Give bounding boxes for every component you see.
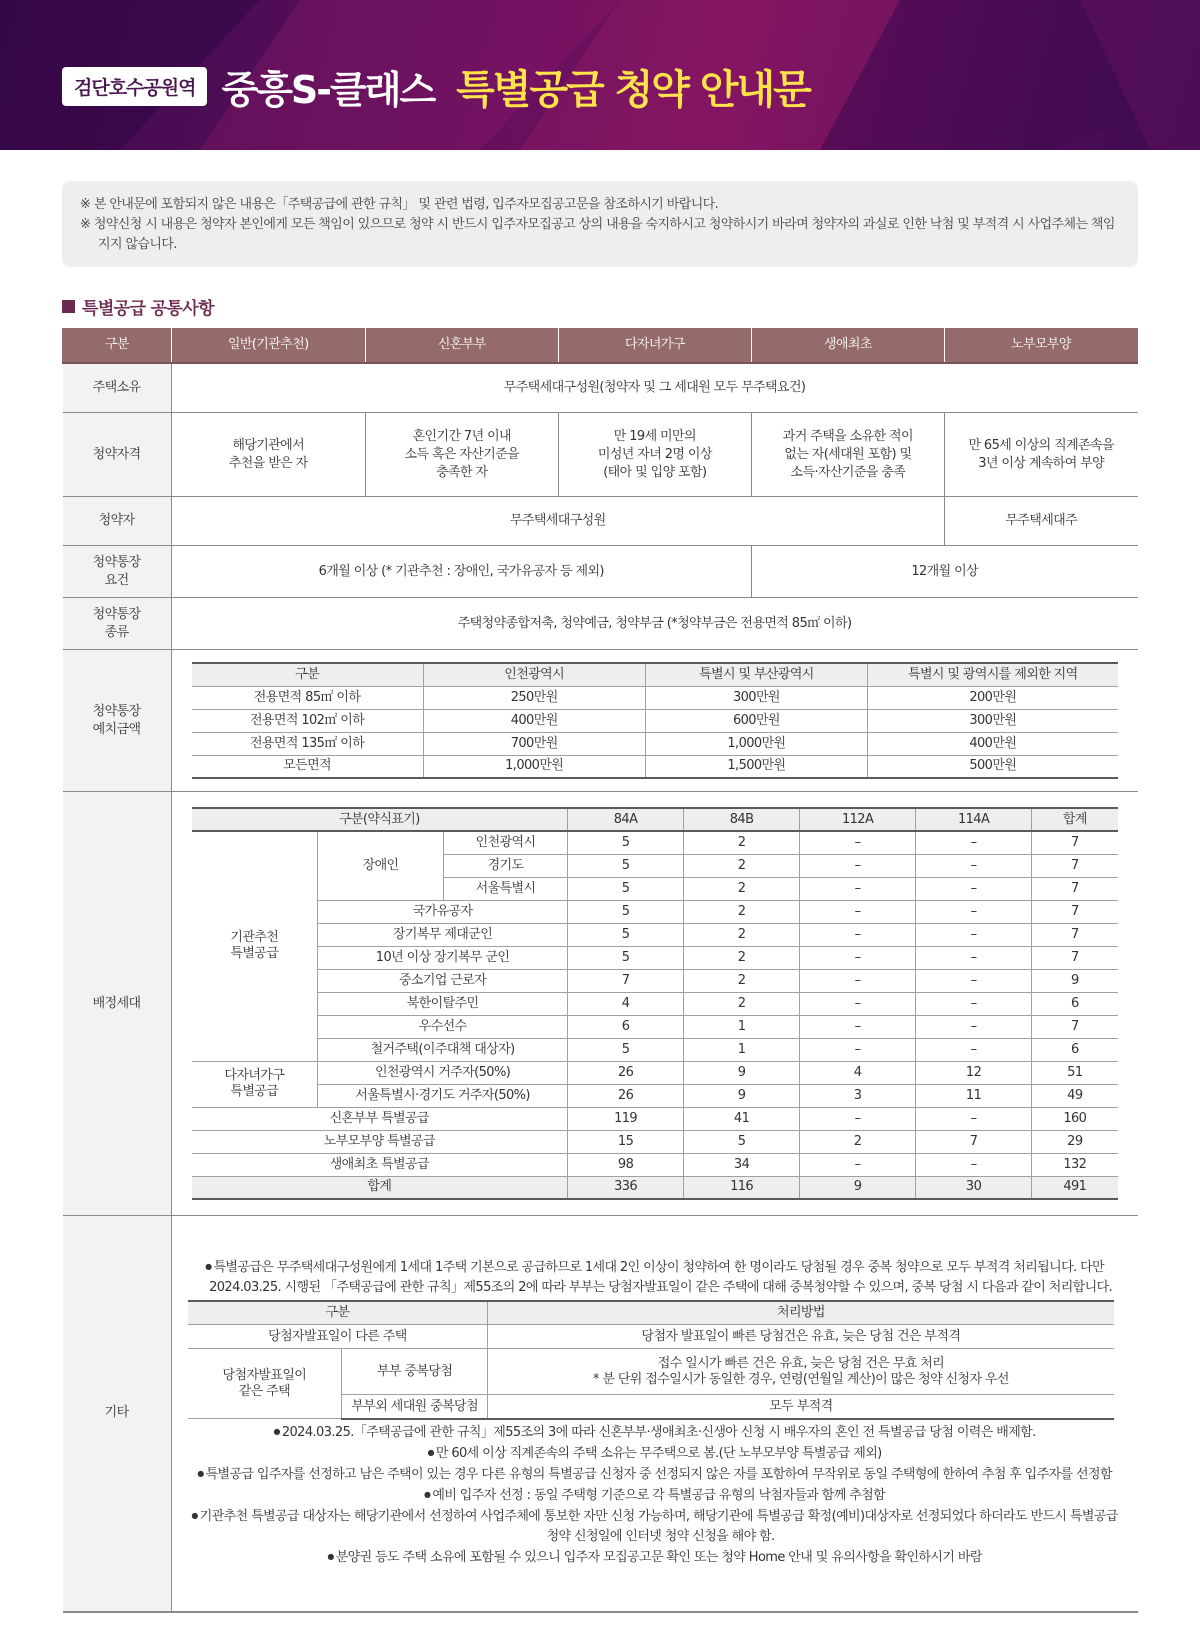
table-row bbox=[192, 969, 1118, 992]
cell: 98 bbox=[568, 1153, 684, 1176]
header-cell: 84B bbox=[684, 808, 800, 831]
cell: 5 bbox=[568, 900, 684, 923]
table-row bbox=[63, 413, 1138, 497]
cell: 7 bbox=[1032, 854, 1118, 877]
cell: 과거 주택을 소유한 적이 없는 자(세대원 포함) 및 소득·자산기준을 충족 bbox=[751, 413, 944, 497]
cell: 만 65세 이상의 직계존속을 3년 이상 계속하여 부양 bbox=[944, 413, 1137, 497]
cell: 무주택세대구성원(청약자 및 그 세대원 모두 무주택요건) bbox=[171, 363, 1137, 413]
cell: 2 bbox=[800, 1130, 916, 1153]
cell: 132 bbox=[1032, 1153, 1118, 1176]
cell: 노부모부양 특별공급 bbox=[192, 1130, 568, 1153]
cell: 당첨자 발표일이 빠른 당첨건은 유효, 늦은 당첨 건은 부적격 bbox=[488, 1325, 1114, 1349]
cell: – bbox=[916, 1015, 1032, 1038]
bullet-item: ● 특별공급 입주자를 선정하고 남은 주택이 있는 경우 다른 유형의 특별공급 신청자 중 선정되지 않은 자를 포함하여 무작위로 동일 주택형에 한하여 추첨 후 입주자를 선정함 bbox=[188, 1464, 1122, 1485]
cell: 무주택세대주 bbox=[944, 497, 1137, 546]
cell: 336 bbox=[568, 1176, 684, 1199]
cell: 경기도 bbox=[444, 854, 568, 877]
header-cell: 일반(기관추천) bbox=[171, 329, 365, 363]
page-title: 특별공급 청약 안내문 bbox=[456, 66, 810, 113]
allocation-header-row bbox=[192, 808, 1118, 831]
notice-line: ※ 청약신청 시 내용은 청약자 본인에게 모든 책임이 있으므로 청약 시 반드시 입주자모집공고 상의 내용을 숙지하시고 청약하시기 바라며 청약자의 과실로 인한 낙첨 및 부적격 시 사업주체는 책임지지 않습니다. bbox=[80, 217, 1115, 252]
table-row bbox=[192, 1038, 1118, 1061]
cell: 5 bbox=[568, 1038, 684, 1061]
table-row bbox=[192, 1130, 1118, 1153]
table-row bbox=[63, 546, 1138, 598]
etc-cell bbox=[171, 1216, 1137, 1612]
cell: – bbox=[916, 1153, 1032, 1176]
cell: 인천광역시 bbox=[444, 831, 568, 854]
cell: 200만원 bbox=[868, 686, 1118, 709]
table-row bbox=[192, 686, 1118, 709]
cell: 7 bbox=[1032, 831, 1118, 854]
cell: 1 bbox=[684, 1015, 800, 1038]
cell: 11 bbox=[916, 1084, 1032, 1107]
cell: 12 bbox=[916, 1061, 1032, 1084]
cell: – bbox=[916, 946, 1032, 969]
cell: 신혼부부 특별공급 bbox=[192, 1107, 568, 1130]
dup-header-row bbox=[188, 1301, 1114, 1325]
row-label: 청약자격 bbox=[63, 413, 172, 497]
cell: 생애최초 특별공급 bbox=[192, 1153, 568, 1176]
allocation-cell bbox=[171, 792, 1137, 1216]
cell: 49 bbox=[1032, 1084, 1118, 1107]
cell: – bbox=[800, 831, 916, 854]
cell: – bbox=[916, 877, 1032, 900]
table-row bbox=[192, 1061, 1118, 1084]
cell: 1,500만원 bbox=[645, 755, 867, 778]
cell: 2 bbox=[684, 877, 800, 900]
cell: 29 bbox=[1032, 1130, 1118, 1153]
cell: 9 bbox=[800, 1176, 916, 1199]
cell: 160 bbox=[1032, 1107, 1118, 1130]
cell: 12개월 이상 bbox=[751, 546, 1137, 598]
cell: 7 bbox=[1032, 877, 1118, 900]
bullet-item: ● 만 60세 이상 직계존속의 주택 소유는 무주택으로 봄.(단 노부모부양 특별공급 제외) bbox=[188, 1443, 1122, 1464]
cell: 주택청약종합저축, 청약예금, 청약부금 (*청약부금은 전용면적 85㎡ 이하) bbox=[171, 598, 1137, 650]
header-cell: 구분(약식표기) bbox=[192, 808, 568, 831]
common-requirements-table bbox=[62, 328, 1138, 1613]
cell: 400만원 bbox=[868, 732, 1118, 755]
cell: 2 bbox=[684, 969, 800, 992]
cell: 2 bbox=[684, 854, 800, 877]
notice-line: ※ 본 안내문에 포함되지 않은 내용은「주택공급에 관한 규칙」 및 관련 법령, 입주자모집공고문을 참조하시기 바랍니다. bbox=[80, 197, 719, 212]
cell: 250만원 bbox=[423, 686, 645, 709]
cell: – bbox=[800, 900, 916, 923]
cell: 7 bbox=[1032, 900, 1118, 923]
header-banner bbox=[0, 0, 1200, 150]
cell: 2 bbox=[684, 946, 800, 969]
cell: 600만원 bbox=[645, 709, 867, 732]
header-cell: 구분 bbox=[192, 663, 424, 686]
table-row bbox=[192, 992, 1118, 1015]
cell: – bbox=[916, 1038, 1032, 1061]
cell: 서울특별시·경기도 거주자(50%) bbox=[318, 1084, 568, 1107]
cell: 9 bbox=[684, 1084, 800, 1107]
cell: 5 bbox=[568, 946, 684, 969]
cell: 우수선수 bbox=[318, 1015, 568, 1038]
cell: – bbox=[916, 969, 1032, 992]
cell: 1 bbox=[684, 1038, 800, 1061]
notice-box bbox=[62, 181, 1138, 267]
cell: 부부외 세대원 중복당첨 bbox=[342, 1395, 488, 1419]
header-cell: 인천광역시 bbox=[423, 663, 645, 686]
cell: 2 bbox=[684, 831, 800, 854]
cell: – bbox=[916, 831, 1032, 854]
cell: – bbox=[800, 946, 916, 969]
cell: 만 19세 미만의 미성년 자녀 2명 이상 (태아 및 입양 포함) bbox=[558, 413, 751, 497]
header-cell: 노부모부양 bbox=[944, 329, 1137, 363]
cell: 철거주택(이주대책 대상자) bbox=[318, 1038, 568, 1061]
cell: 26 bbox=[568, 1084, 684, 1107]
deposit-table bbox=[192, 662, 1118, 779]
cell: 30 bbox=[916, 1176, 1032, 1199]
cell: 9 bbox=[1032, 969, 1118, 992]
cell: 2 bbox=[684, 900, 800, 923]
cell: 7 bbox=[1032, 946, 1118, 969]
cell: 접수 일시가 빠른 건은 유효, 늦은 당첨 건은 무효 처리 * 분 단위 접수일시가 동일한 경우, 연령(연월일 계산)이 많은 청약 신청자 우선 bbox=[488, 1349, 1114, 1395]
cell: 7 bbox=[568, 969, 684, 992]
cell: 6 bbox=[1032, 1038, 1118, 1061]
deposit-cell bbox=[171, 650, 1137, 792]
cell: 전용면적 85㎡ 이하 bbox=[192, 686, 424, 709]
cell: – bbox=[800, 1107, 916, 1130]
cell: 119 bbox=[568, 1107, 684, 1130]
header-cell: 다자녀가구 bbox=[558, 329, 751, 363]
cell: 7 bbox=[1032, 923, 1118, 946]
cell: 300만원 bbox=[868, 709, 1118, 732]
cell: – bbox=[916, 923, 1032, 946]
cell: – bbox=[800, 923, 916, 946]
cell: 26 bbox=[568, 1061, 684, 1084]
cell: 5 bbox=[568, 923, 684, 946]
cell: 6 bbox=[1032, 992, 1118, 1015]
cell: 전용면적 102㎡ 이하 bbox=[192, 709, 424, 732]
row-label: 청약통장 예치금액 bbox=[63, 650, 172, 792]
table-header-row bbox=[63, 329, 1138, 363]
cell: 6 bbox=[568, 1015, 684, 1038]
cell: 서울특별시 bbox=[444, 877, 568, 900]
cell: 부부 중복당첨 bbox=[342, 1349, 488, 1395]
allocation-table bbox=[192, 807, 1118, 1200]
cell: 4 bbox=[568, 992, 684, 1015]
cell: 2 bbox=[684, 992, 800, 1015]
cell: 9 bbox=[684, 1061, 800, 1084]
cell: 7 bbox=[916, 1130, 1032, 1153]
table-row bbox=[192, 1084, 1118, 1107]
header-cell: 신혼부부 bbox=[365, 329, 558, 363]
row-label: 기타 bbox=[63, 1216, 172, 1612]
row-label: 배정세대 bbox=[63, 792, 172, 1216]
cell: 500만원 bbox=[868, 755, 1118, 778]
table-row bbox=[192, 709, 1118, 732]
cell: 국가유공자 bbox=[318, 900, 568, 923]
header-cell: 84A bbox=[568, 808, 684, 831]
group-label: 기관추천 특별공급 bbox=[192, 831, 318, 1061]
deposit-header-row bbox=[192, 663, 1118, 686]
cell: 491 bbox=[1032, 1176, 1118, 1199]
cell: 34 bbox=[684, 1153, 800, 1176]
cell: 2 bbox=[684, 923, 800, 946]
table-row bbox=[188, 1349, 1114, 1395]
table-row bbox=[63, 598, 1138, 650]
bullet-item: ● 예비 입주자 선정 : 동일 주택형 기준으로 각 특별공급 유형의 낙첨자들과 함께 추첨함 bbox=[188, 1485, 1122, 1506]
cell: 5 bbox=[568, 831, 684, 854]
table-row bbox=[188, 1325, 1114, 1349]
cell: 해당기관에서 추천을 받은 자 bbox=[171, 413, 365, 497]
table-row bbox=[63, 363, 1138, 413]
row-label: 청약통장 종류 bbox=[63, 598, 172, 650]
square-bullet-icon bbox=[62, 300, 75, 313]
row-label: 청약자 bbox=[63, 497, 172, 546]
cell: 5 bbox=[684, 1130, 800, 1153]
bullet-item: ● 2024.03.25.「주택공급에 관한 규칙」제55조의 3에 따라 신혼부부·생애최초·신생아 신청 시 배우자의 혼인 전 특별공급 당첨 이력은 배제함. bbox=[188, 1422, 1122, 1443]
table-row bbox=[63, 497, 1138, 546]
row-label: 청약통장 요건 bbox=[63, 546, 172, 598]
header-cell: 112A bbox=[800, 808, 916, 831]
header-cell: 구분 bbox=[63, 329, 172, 363]
table-row bbox=[63, 792, 1138, 1216]
header-cell: 114A bbox=[916, 808, 1032, 831]
cell: – bbox=[916, 900, 1032, 923]
group-label: 다자녀가구 특별공급 bbox=[192, 1061, 318, 1107]
total-label: 합계 bbox=[192, 1176, 568, 1199]
header-cell: 특별시 및 부산광역시 bbox=[645, 663, 867, 686]
cell: 당첨자발표일이 같은 주택 bbox=[188, 1349, 342, 1419]
cell: 116 bbox=[684, 1176, 800, 1199]
cell: 3 bbox=[800, 1084, 916, 1107]
cell: – bbox=[800, 877, 916, 900]
cell: – bbox=[800, 969, 916, 992]
cell: 모든면적 bbox=[192, 755, 424, 778]
table-row bbox=[192, 831, 1118, 854]
cell: 1,000만원 bbox=[423, 755, 645, 778]
bullet-item: ● 분양권 등도 주택 소유에 포함될 수 있으니 입주자 모집공고문 확인 또는 청약 Home 안내 및 유의사항을 확인하시기 바람 bbox=[188, 1547, 1122, 1568]
group-label: 장애인 bbox=[318, 831, 444, 900]
cell: – bbox=[800, 1015, 916, 1038]
location-badge: 검단호수공원역 bbox=[62, 67, 207, 106]
cell: 장기복무 제대군인 bbox=[318, 923, 568, 946]
header-cell: 구분 bbox=[188, 1301, 488, 1325]
cell: – bbox=[916, 1107, 1032, 1130]
cell: 7 bbox=[1032, 1015, 1118, 1038]
table-row bbox=[192, 1107, 1118, 1130]
cell: 5 bbox=[568, 854, 684, 877]
section-title bbox=[62, 294, 214, 319]
table-row bbox=[63, 1216, 1138, 1612]
cell: – bbox=[916, 854, 1032, 877]
bullet-item: ● 기관추천 특별공급 대상자는 해당기관에서 선정하여 사업주체에 통보한 자만 신청 가능하며, 해당기관에 특별공급 확정(예비)대상자로 선정되었다 하더라도 반드시 특별공급 청약 신청일에 인터넷 청약 신청을 해야 함. bbox=[188, 1506, 1122, 1547]
cell: 무주택세대구성원 bbox=[171, 497, 944, 546]
cell: 5 bbox=[568, 877, 684, 900]
row-label: 주택소유 bbox=[63, 363, 172, 413]
cell: 혼인기간 7년 이내 소득 혹은 자산기준을 충족한 자 bbox=[365, 413, 558, 497]
cell: 400만원 bbox=[423, 709, 645, 732]
cell: – bbox=[800, 854, 916, 877]
cell: 중소기업 근로자 bbox=[318, 969, 568, 992]
table-row bbox=[192, 923, 1118, 946]
table-row bbox=[192, 946, 1118, 969]
header-cell: 생애최초 bbox=[751, 329, 944, 363]
cell: 1,000만원 bbox=[645, 732, 867, 755]
section-title-text: 특별공급 공통사항 bbox=[82, 299, 214, 319]
cell: 51 bbox=[1032, 1061, 1118, 1084]
cell: – bbox=[800, 1038, 916, 1061]
duplicate-win-table bbox=[188, 1300, 1114, 1420]
cell: 전용면적 135㎡ 이하 bbox=[192, 732, 424, 755]
bullet-item: ● 특별공급은 무주택세대구성원에게 1세대 1주택 기본으로 공급하므로 1세대 2인 이상이 청약하여 한 명이라도 당첨될 경우 중복 청약으로 모두 부적격 처리됩니다. 다만 2024.03.25. 시행된 「주택공급에 관한 규칙」제55조의 2에 따라 부부는 당첨자발표일이 같은 주택에 대해 중복청약할 수 있으며, 중복 당첨 시 다음과 같이 처리합니다. bbox=[188, 1257, 1122, 1298]
cell: 700만원 bbox=[423, 732, 645, 755]
header-cell: 특별시 및 광역시를 제외한 지역 bbox=[868, 663, 1118, 686]
brand-name: 중흥S-클래스 bbox=[221, 67, 435, 112]
cell: 4 bbox=[800, 1061, 916, 1084]
table-row bbox=[192, 1176, 1118, 1199]
table-row bbox=[63, 650, 1138, 792]
cell: 모두 부적격 bbox=[488, 1395, 1114, 1419]
table-row bbox=[192, 1015, 1118, 1038]
cell: 6개월 이상 (* 기관추천 : 장애인, 국가유공자 등 제외) bbox=[171, 546, 751, 598]
header-cell: 합계 bbox=[1032, 808, 1118, 831]
cell: 41 bbox=[684, 1107, 800, 1130]
cell: 15 bbox=[568, 1130, 684, 1153]
cell: 인천광역시 거주자(50%) bbox=[318, 1061, 568, 1084]
cell: 10년 이상 장기복무 군인 bbox=[318, 946, 568, 969]
table-row bbox=[192, 732, 1118, 755]
cell: – bbox=[800, 992, 916, 1015]
cell: 300만원 bbox=[645, 686, 867, 709]
cell: – bbox=[916, 992, 1032, 1015]
header-cell: 처리방법 bbox=[488, 1301, 1114, 1325]
table-row bbox=[192, 755, 1118, 778]
cell: – bbox=[800, 1153, 916, 1176]
table-row bbox=[192, 1153, 1118, 1176]
table-row bbox=[192, 900, 1118, 923]
cell: 북한이탈주민 bbox=[318, 992, 568, 1015]
cell: 당첨자발표일이 다른 주택 bbox=[188, 1325, 488, 1349]
